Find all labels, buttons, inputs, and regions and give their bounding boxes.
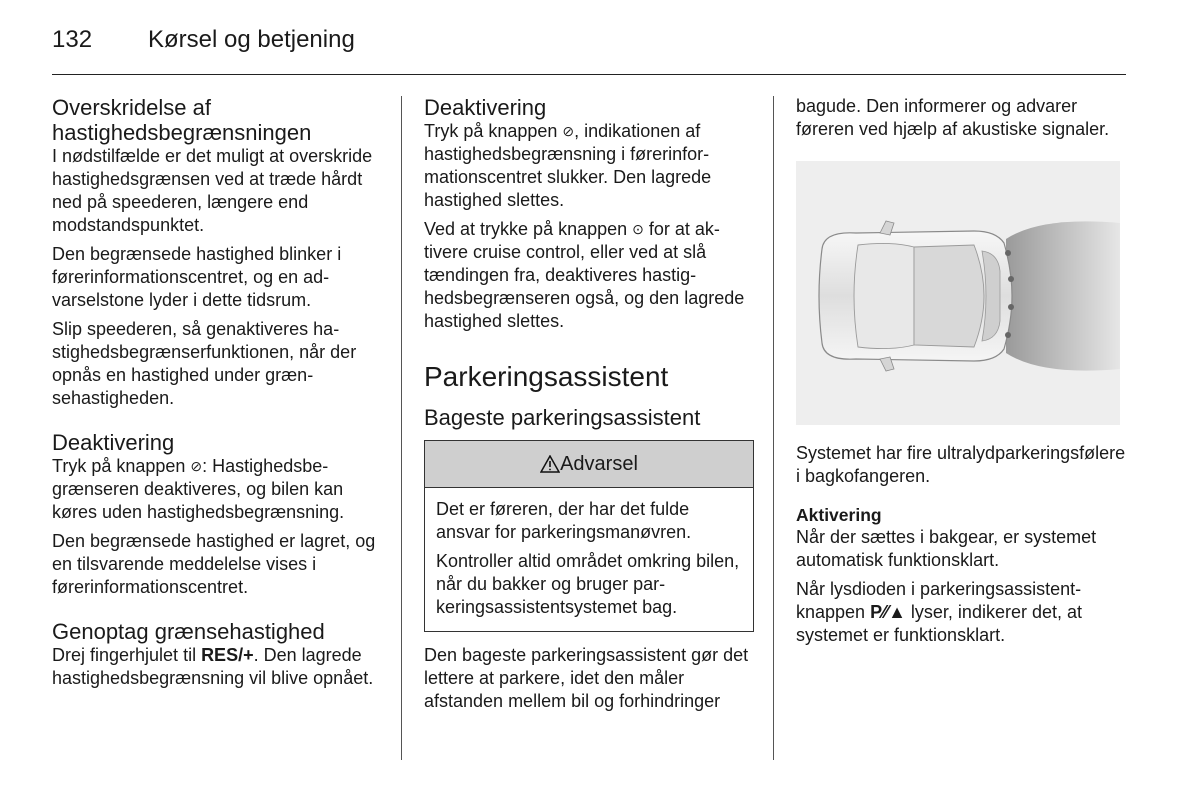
heading-overskridelse: Overskridelse af hastighedsbegrænsningen bbox=[52, 95, 312, 145]
paragraph: bagude. Den informerer og advarer føreren ved hjælp af akustiske signaler. bbox=[796, 96, 1110, 139]
paragraph: Ved at trykke på knappen ⊙ for at aktivere cruise control, eller ved at slå tændingen fra, deaktiveres hastighedsbegrænseren også, og den lagrede hastighed slettes. bbox=[424, 219, 745, 331]
warning-title: Advarsel bbox=[560, 452, 638, 475]
paragraph: Slip speederen, så genaktiveres hastighedsbegrænserfunktionen, når der opnås en hastighed under grænsehastigheden. bbox=[52, 319, 357, 408]
paragraph: Når der sættes i bakgear, er systemet automatisk funktionsklart. bbox=[796, 527, 1097, 570]
paragraph: Drej fingerhjulet til RES/+. Den lagrede hastighedsbegrænsning vil blive opnået. bbox=[52, 645, 374, 688]
speed-limiter-off-icon: ⊘ bbox=[190, 458, 203, 474]
paragraph: Den begrænsede hastighed er lagret, og en tilsvarende meddelelse vises i førerinformationscentret. bbox=[52, 531, 376, 597]
park-assist-button-icon: P⁄⁄▲ bbox=[870, 602, 906, 622]
heading-deaktivering: Deaktivering bbox=[424, 95, 547, 120]
car-rear-sensor-illustration bbox=[796, 161, 1120, 425]
warning-paragraph: Kontroller altid området omkring bilen, når du bakker og bruger parkeringsassistentsystemet bag. bbox=[436, 551, 740, 617]
paragraph: I nødstilfælde er det muligt at overskride hastighedsgrænsen ved at træde hårdt ned på speederen, længere end modstandspunktet. bbox=[52, 146, 373, 235]
car-figure-svg bbox=[796, 161, 1120, 425]
sensor-detection-field bbox=[1006, 221, 1120, 370]
paragraph: Den bageste parkeringsassistent gør det lettere at parkere, idet den måler afstanden mellem bil og forhindringer bbox=[424, 645, 749, 711]
heading-genoptag: Genoptag grænsehastighed bbox=[52, 619, 325, 644]
car-roof bbox=[914, 245, 984, 347]
heading-bageste: Bageste parkeringsassistent bbox=[424, 405, 701, 430]
column-divider bbox=[401, 96, 402, 760]
paragraph: Tryk på knappen ⊘: Hastighedsbegrænseren deaktiveres, og bilen kan køres uden hastighedsbegrænsning. bbox=[52, 456, 345, 522]
warning-triangle-icon bbox=[540, 455, 560, 473]
paragraph: Systemet har fire ultralydparkeringsfølere i bagkofangeren. bbox=[796, 443, 1126, 486]
column-divider bbox=[773, 96, 774, 760]
windshield bbox=[854, 243, 914, 348]
warning-body bbox=[425, 488, 753, 631]
page-header bbox=[52, 22, 1126, 75]
column-middle bbox=[424, 95, 754, 713]
warning-header bbox=[425, 441, 753, 488]
warning-paragraph: Det er føreren, der har det fulde ansvar for parkeringsmanøvren. bbox=[436, 499, 692, 542]
column-right bbox=[796, 95, 1128, 647]
parking-sensor bbox=[1008, 304, 1014, 310]
res-plus-label: RES/+ bbox=[201, 645, 254, 665]
paragraph: Tryk på knappen ⊘, indikationen af hastighedsbegrænsning i førerinformationscentret slukker. Den lagrede hastighed slettes. bbox=[424, 121, 712, 210]
warning-box bbox=[424, 440, 754, 632]
paragraph: Den begrænsede hastighed blinker i førerinformationscentret, og en advarselstone lyder i dette tidsrum. bbox=[52, 244, 342, 310]
heading-deaktivering: Deaktivering bbox=[52, 430, 175, 455]
heading-parkeringsassistent: Parkeringsassistent bbox=[424, 361, 669, 392]
speed-limiter-icon: ⊘ bbox=[562, 123, 575, 139]
parking-sensor bbox=[1005, 250, 1011, 256]
chapter-title: Kørsel og betjening bbox=[148, 26, 355, 53]
page-number: 132 bbox=[52, 26, 93, 53]
heading-aktivering: Aktivering bbox=[796, 505, 882, 525]
parking-sensor bbox=[1008, 276, 1014, 282]
cruise-control-icon: ⊙ bbox=[632, 221, 644, 237]
paragraph: Når lysdioden i parkeringsassistentknappen P⁄⁄▲ lyser, indikerer det, at systemet er funktionsklart. bbox=[796, 579, 1083, 645]
column-left bbox=[52, 95, 382, 690]
parking-sensor bbox=[1005, 332, 1011, 338]
